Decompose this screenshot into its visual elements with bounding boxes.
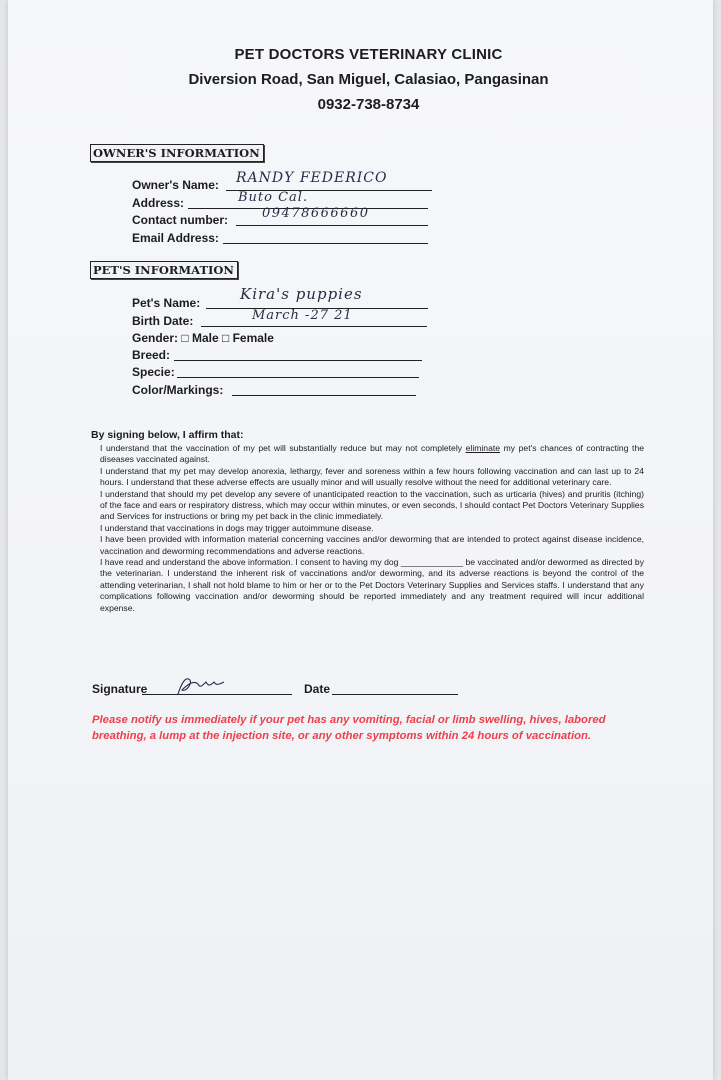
contact-number-value[interactable]: 09478666660	[262, 206, 370, 221]
color-markings-label: Color/Markings:	[132, 383, 224, 397]
owner-name-value[interactable]: RANDY FEDERICO	[236, 170, 388, 186]
pet-section-heading: PET'S INFORMATION	[90, 261, 238, 279]
vaccination-warning: Please notify us immediately if your pet has any vomiting, facial or limb swelling, hives, labored breathing, a lump at the injection site, or any other symptoms within 24 hours of vaccination.	[92, 714, 606, 742]
owner-address-label: Address:	[132, 196, 185, 210]
contact-number-line	[236, 225, 428, 226]
birth-date-value[interactable]: March -27 21	[252, 308, 353, 323]
pet-name-label: Pet's Name:	[132, 296, 201, 310]
owner-name-label: Owner's Name:	[132, 178, 219, 192]
gender-label: Gender:	[132, 331, 179, 345]
consent-p5: I have been provided with information material concerning vaccines and/or deworming that are intended to protect against disease incidence, vaccination and deworming recommendations and adverse reactions.	[100, 534, 644, 556]
consent-heading: By signing below, I affirm that:	[91, 429, 244, 441]
clinic-phone: 0932-738-8734	[317, 96, 420, 113]
owner-section-heading: OWNER'S INFORMATION	[90, 144, 264, 162]
signature-label: Signature	[92, 682, 148, 696]
date-label: Date	[304, 682, 331, 696]
eliminate-word: eliminate	[465, 443, 501, 453]
owner-address-value[interactable]: Buto Cal.	[238, 190, 309, 205]
female-label: Female	[232, 331, 274, 345]
male-checkbox[interactable]: □	[181, 331, 189, 345]
female-checkbox[interactable]: □	[221, 331, 230, 345]
birth-date-label: Birth Date:	[132, 314, 194, 328]
breed-line[interactable]	[174, 360, 422, 361]
form-sheet	[8, 0, 713, 1080]
consent-p4: I understand that vaccinations in dogs may trigger autoimmune disease.	[100, 522, 374, 533]
consent-paragraphs	[91, 443, 644, 614]
consent-p1: I understand that the vaccination of my pet will substantially reduce but may not completely eliminate my pet's chances of contracting the diseases vaccinated against.	[100, 443, 644, 465]
consent-p3: I understand that should my pet develop any severe of unanticipated reaction to the vaccination, such as urticaria (hives) and pruritis (itching) of the face and ears or respiratory distress, which may occur within minutes, or even seconds, I should contact Pet Doctors Veterinary Supplies and Services for instructions or bring my pet back in the clinic immediately.	[100, 488, 644, 522]
consent-p2: I understand that my pet may develop anorexia, lethargy, fever and soreness within a few hours following vaccination and can last up to 24 hours. I understand that these adverse effects are usually minor and will usually resolve without the need for additional veterinary care.	[100, 465, 644, 488]
clinic-name: PET DOCTORS VETERINARY CLINIC	[234, 46, 503, 63]
pet-name-value[interactable]: Kira's puppies	[240, 285, 363, 303]
specie-line[interactable]	[177, 377, 419, 378]
clinic-address: Diversion Road, San Miguel, Calasiao, Pangasinan	[188, 71, 549, 88]
breed-label: Breed:	[132, 348, 171, 362]
male-label: Male	[191, 331, 219, 345]
color-markings-line[interactable]	[232, 395, 416, 396]
email-address-line[interactable]	[223, 243, 428, 244]
signature-scribble	[172, 672, 232, 698]
birth-date-line	[201, 326, 427, 327]
gender-row	[132, 331, 274, 345]
email-address-label: Email Address:	[132, 231, 219, 245]
date-line[interactable]	[332, 694, 458, 695]
dog-name-blank[interactable]: _____________	[400, 557, 463, 568]
specie-label: Specie:	[132, 365, 175, 379]
contact-number-label: Contact number:	[132, 213, 228, 227]
consent-p6: I have read and understand the above information. I consent to having my dog _____________ be vaccinated and/or dewormed as directed by the veterinarian. I understand the inherent risk of vaccinations and/or deworming, and its adverse reactions is beyond the control of the attending veterinarian, I shall not hold blame to him or her or to the Pet Doctors Veterinary Supplies and Services staffs. I understand that any complications following vaccination and/or deworming should be reported immediately and any treatment required will incur additional expense.	[100, 557, 644, 613]
